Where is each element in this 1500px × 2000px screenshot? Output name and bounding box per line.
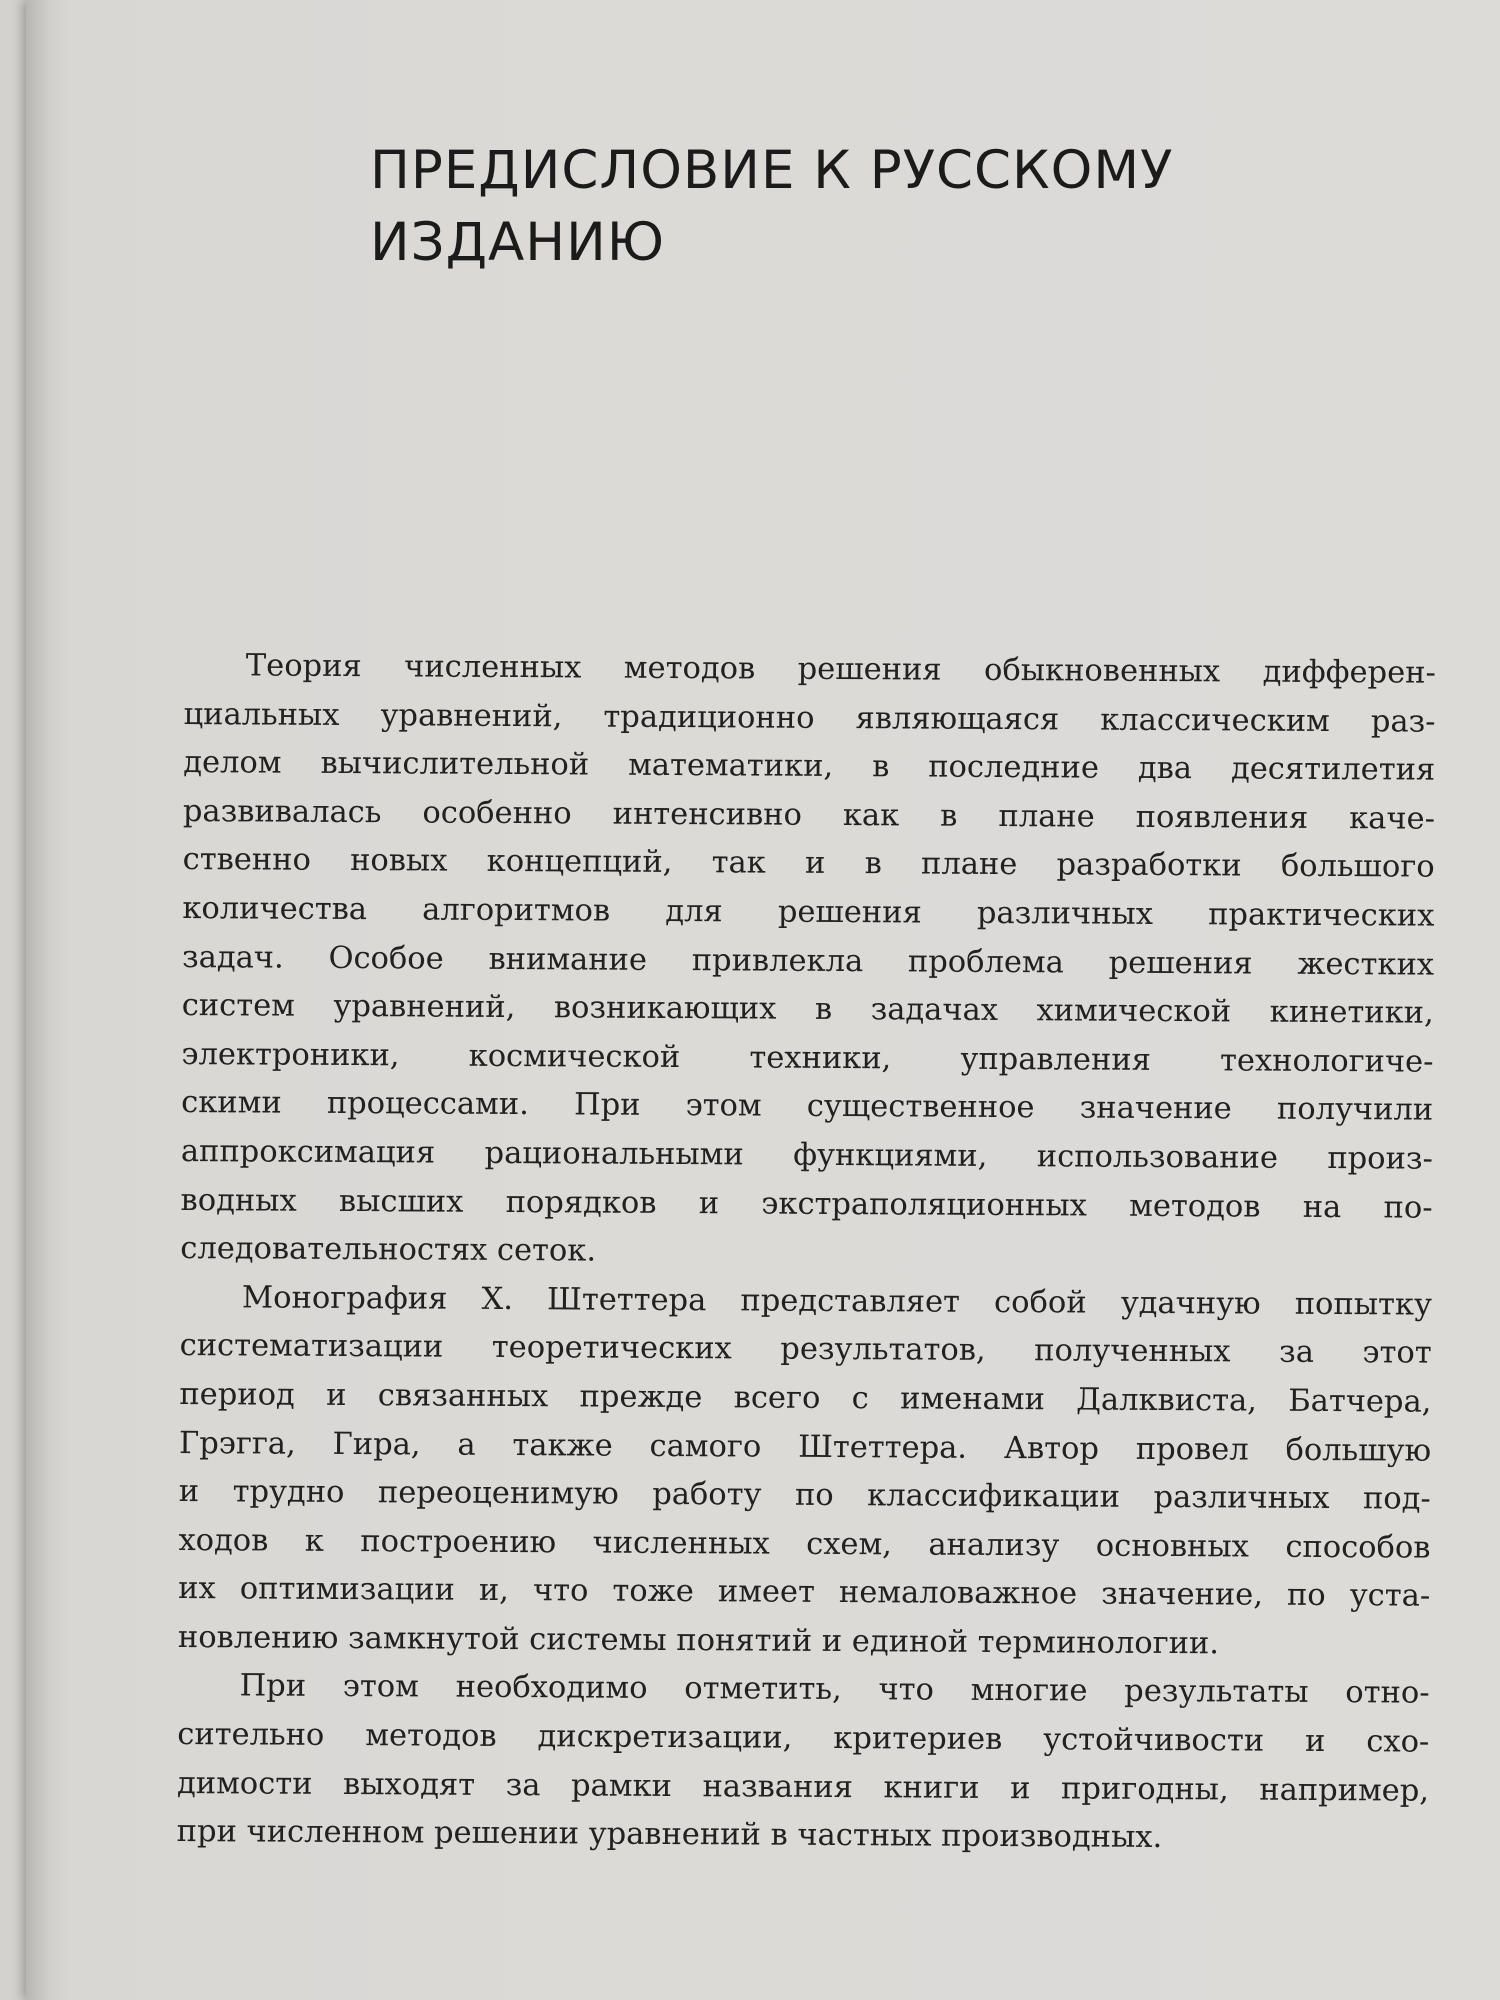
text-line: димости выходят за рамки названия книги и пригодны, например,	[176, 1765, 1430, 1809]
text-line: при численном решении уравнений в частных производных.	[176, 1814, 1163, 1856]
text-line: и трудно переоценимую работу по классификации различных под-	[178, 1474, 1431, 1517]
text-line: Теория численных методов решения обыкновенных дифферен-	[245, 648, 1436, 691]
text-line: аппроксимация рациональными функциями, использование произ-	[180, 1133, 1433, 1177]
text-line: Грэгга, Гира, а также самого Штеттера. Автор провел большую	[179, 1425, 1432, 1469]
paragraph-3	[177, 1662, 1430, 1864]
text-line: развивалась особенно интенсивно как в плане появления каче-	[182, 793, 1436, 837]
paragraph-2	[178, 1274, 1432, 1670]
text-line: электроники, космической техники, управления технологиче-	[181, 1036, 1434, 1080]
text-line: циальных уравнений, традиционно являющаяся классическим раз-	[183, 696, 1436, 740]
text-line: Монография X. Штеттера представляет собой удачную попытку	[241, 1280, 1433, 1323]
text-line: При этом необходимо отметить, что многие результаты отно-	[239, 1668, 1430, 1712]
text-line: ственно новых концепций, так и в плане разработки большого	[182, 842, 1435, 886]
text-line: делом вычислительной математики, в последние два десятилетия	[183, 745, 1436, 788]
text-line: следовательностях сеток.	[180, 1231, 597, 1269]
text-line: скими процессами. При этом существенное значение получили	[181, 1085, 1434, 1128]
text-line: количества алгоритмов для решения различных практических	[182, 890, 1435, 934]
text-line: систем уравнений, возникающих в задачах химической кинетики,	[181, 988, 1434, 1031]
text-line: их оптимизации и, что тоже имеет немаловажное значение, по уста-	[178, 1571, 1431, 1614]
text-line: задач. Особое внимание привлекла проблема решения жестких	[181, 939, 1435, 983]
page-title-line-2: ИЗДАНИЮ	[370, 212, 666, 273]
page-title	[370, 135, 1270, 279]
paragraph-1	[180, 642, 1436, 1281]
book-page	[26, 0, 1500, 2000]
text-line: период и связанных прежде всего с именами Далквиста, Батчера,	[179, 1376, 1432, 1420]
page-title-line-1: ПРЕДИСЛОВИЕ К РУССКОМУ	[370, 140, 1174, 201]
text-line: ходов к построению численных схем, анализу основных способов	[178, 1522, 1431, 1566]
text-line: новлению замкнутой системы понятий и единой терминологии.	[177, 1619, 1220, 1662]
text-line: водных высших порядков и экстраполяционных методов на по-	[180, 1182, 1433, 1226]
page-gutter-edge	[26, 0, 48, 2000]
body-text	[177, 642, 1436, 1864]
text-line: сительно методов дискретизации, критериев устойчивости и схо-	[177, 1717, 1430, 1760]
text-line: систематизации теоретических результатов, полученных за этот	[179, 1328, 1432, 1371]
